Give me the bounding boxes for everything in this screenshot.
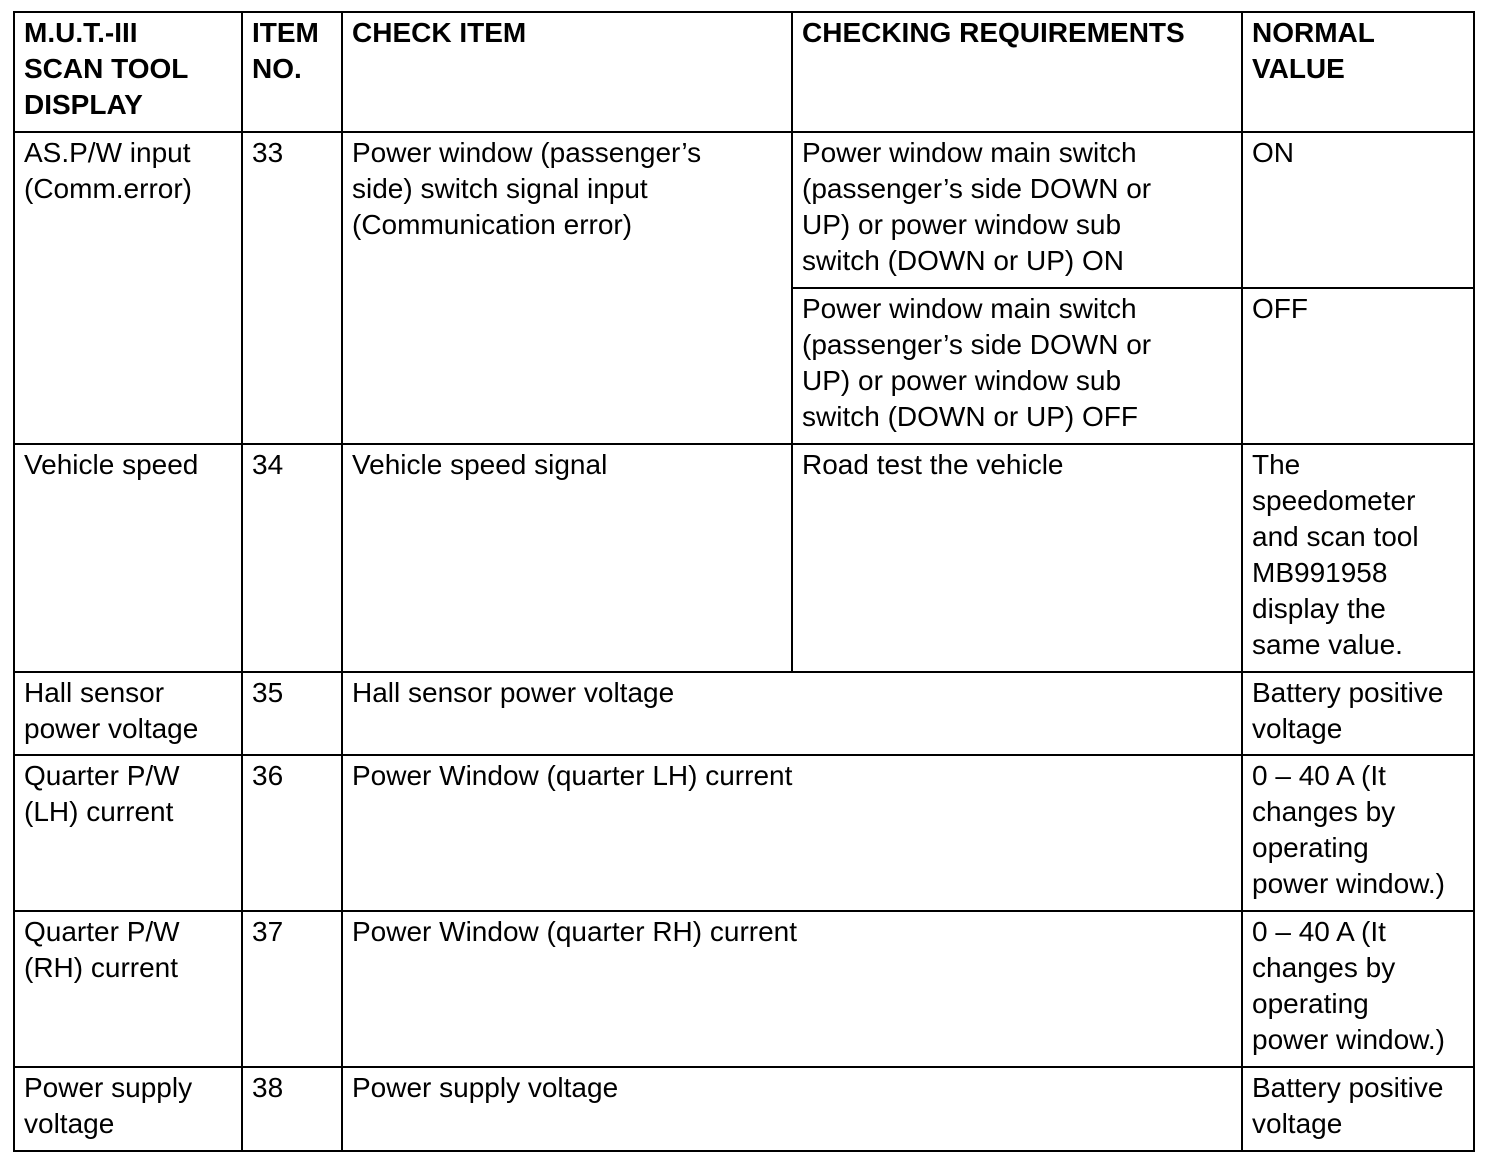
table-row [14,444,1474,672]
check-item-cell: Power window (passenger’s side) switch signal input (Communication error) [342,132,792,444]
item-no-cell: 37 [242,911,342,1067]
normal-value-cell: ON [1242,132,1474,288]
normal-value-cell: OFF [1242,288,1474,444]
table-header-row [14,12,1474,132]
table-row [14,672,1474,755]
item-no-cell: 34 [242,444,342,672]
requirement-cell: Power window main switch (passenger’s side DOWN or UP) or power window sub switch (DOWN or UP) ON [792,132,1242,288]
header-normal-value: NORMAL VALUE [1242,12,1474,132]
normal-value-cell: Battery positive voltage [1242,1067,1474,1151]
display-cell: Vehicle speed [14,444,242,672]
display-cell: Quarter P/W (RH) current [14,911,242,1067]
header-display: M.U.T.-III SCAN TOOL DISPLAY [14,12,242,132]
check-item-cell: Power supply voltage [342,1067,1242,1151]
item-no-cell: 33 [242,132,342,444]
item-no-cell: 36 [242,755,342,911]
display-cell: Power supply voltage [14,1067,242,1151]
table-row [14,132,1474,288]
check-item-cell: Power Window (quarter LH) current [342,755,1242,911]
table-row [14,911,1474,1067]
item-no-cell: 35 [242,672,342,755]
item-no-cell: 38 [242,1067,342,1151]
check-item-cell: Vehicle speed signal [342,444,792,672]
header-check-item: CHECK ITEM [342,12,792,132]
header-checking-requirements: CHECKING REQUIREMENTS [792,12,1242,132]
data-list-table [13,11,1475,1152]
normal-value-cell: The speedometer and scan tool MB991958 display the same value. [1242,444,1474,672]
table-row [14,755,1474,911]
display-cell: Hall sensor power voltage [14,672,242,755]
display-cell: AS.P/W input (Comm.error) [14,132,242,444]
check-item-cell: Power Window (quarter RH) current [342,911,1242,1067]
header-item-no: ITEM NO. [242,12,342,132]
table-row [14,1067,1474,1151]
requirement-cell: Power window main switch (passenger’s side DOWN or UP) or power window sub switch (DOWN or UP) OFF [792,288,1242,444]
normal-value-cell: 0 – 40 A (It changes by operating power window.) [1242,755,1474,911]
display-cell: Quarter P/W (LH) current [14,755,242,911]
normal-value-cell: Battery positive voltage [1242,672,1474,755]
requirement-cell: Road test the vehicle [792,444,1242,672]
normal-value-cell: 0 – 40 A (It changes by operating power window.) [1242,911,1474,1067]
check-item-cell: Hall sensor power voltage [342,672,1242,755]
